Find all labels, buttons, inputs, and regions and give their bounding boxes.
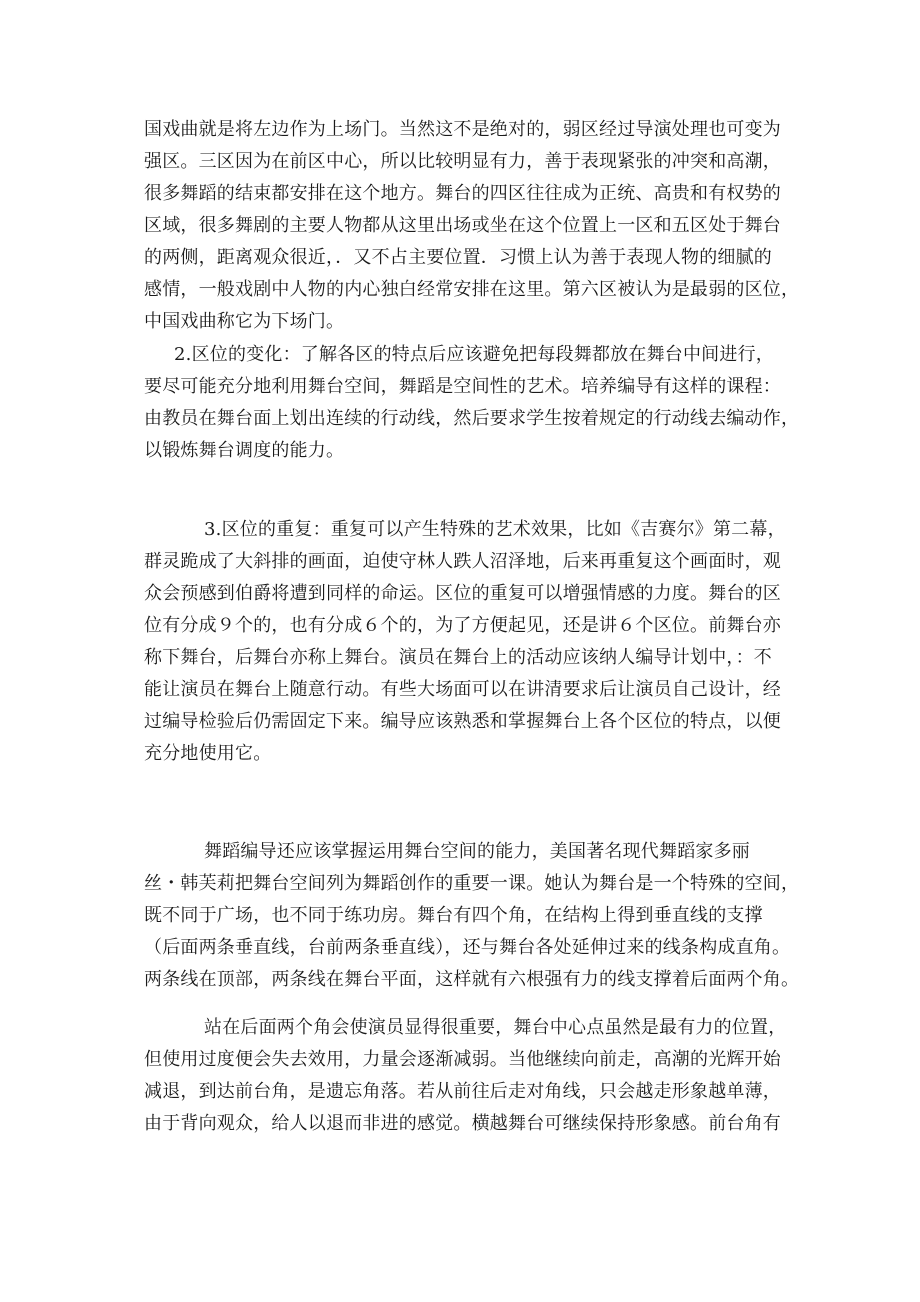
text-line: 区域，很多舞剧的主要人物都从这里出场或坐在这个位置上一区和五区处于舞台 <box>144 215 781 236</box>
text-line: 由教员在舞台面上划出连续的行动线，然后要求学生按着规定的行动线去编动作， <box>144 408 800 429</box>
text-line: 中国戏曲称它为下场门。 <box>144 311 345 332</box>
paragraph-zone-repetition <box>144 514 784 770</box>
text-line: 舞蹈编导还应该掌握运用舞台空间的能力，美国著名现代舞蹈家多丽 <box>204 841 750 862</box>
text-line: 过编导检验后仍需固定下来。编导应该熟悉和掌握舞台上各个区位的特点，以便 <box>144 711 781 732</box>
text-line: 3.区位的重复：重复可以产生特殊的艺术效果，比如《吉赛尔》第二幕， <box>204 519 786 540</box>
text-line: 感情，一般戏剧中人物的内心独白经常安排在这里。第六区被认为是最弱的区位， <box>144 279 800 300</box>
text-line: 以锻炼舞台调度的能力。 <box>144 440 345 461</box>
text-line: 既不同于广场，也不同于练功房。舞台有四个角，在结构上得到垂直线的支撑 <box>144 905 763 926</box>
text-line: 要尽可能充分地利用舞台空间，舞蹈是空间性的艺术。培养编导有这样的课程： <box>144 376 781 397</box>
text-line: 的两侧，距离观众很近，．又不占主要位置．习惯上认为善于表现人物的细腻的 <box>144 247 772 268</box>
paragraph-zone-changes <box>144 339 800 467</box>
text-line: 称下舞台，后舞台亦称上舞台。演员在舞台上的活动应该纳人编导计划中，：不 <box>144 647 772 668</box>
text-line: 减退，到达前台角，是遗忘角落。若从前往后走对角线，只会越走形象越单薄， <box>144 1081 781 1102</box>
text-line: 2.区位的变化：了解各区的特点后应该避免把每段舞都放在舞台中间进行， <box>174 344 774 365</box>
paragraph-stage-zones <box>144 114 800 338</box>
text-line: 国戏曲就是将左边作为上场门。当然这不是绝对的，弱区经过导演处理也可变为 <box>144 119 781 140</box>
text-line: 强区。三区因为在前区中心，所以比较明显有力，善于表现紧张的冲突和高潮， <box>144 151 781 172</box>
text-line: 但使用过度便会失去效用，力量会逐渐减弱。当他继续向前走，高潮的光辉开始 <box>144 1049 781 1070</box>
paragraph-stage-corners <box>144 1012 787 1140</box>
text-line: 丝・韩芙莉把舞台空间列为舞蹈创作的重要一课。她认为舞台是一个特殊的空间， <box>144 873 800 894</box>
text-line: 位有分成９个的，也有分成６个的，为了方便起见，还是讲６个区位。前舞台亦 <box>144 615 781 636</box>
text-line: 群灵跪成了大斜排的画面，迫使守林人跌人沼泽地，后来再重复这个画面时，观 <box>144 551 781 572</box>
paragraph-stage-space <box>144 836 800 996</box>
text-line: （后面两条垂直线，台前两条垂直线），还与舞台各处延伸过来的线条构成直角。 <box>144 937 791 958</box>
text-line: 两条线在顶部，两条线在舞台平面，这样就有六根强有力的线支撑着后面两个角。 <box>144 969 800 990</box>
text-line: 很多舞蹈的结束都安排在这个地方。舞台的四区往往成为正统、高贵和有权势的 <box>144 183 781 204</box>
text-line: 充分地使用它。 <box>144 743 272 764</box>
text-line: 站在后面两个角会使演员显得很重要，舞台中心点虽然是最有力的位置， <box>204 1017 787 1038</box>
text-line: 众会预感到伯爵将遭到同样的命运。区位的重复可以增强情感的力度。舞台的区 <box>144 583 781 604</box>
text-line: 能让演员在舞台上随意行动。有些大场面可以在讲清要求后让演员自己设计，经 <box>144 679 781 700</box>
text-line: 由于背向观众，给人以退而非进的感觉。横越舞台可继续保持形象感。前台角有 <box>144 1113 781 1134</box>
